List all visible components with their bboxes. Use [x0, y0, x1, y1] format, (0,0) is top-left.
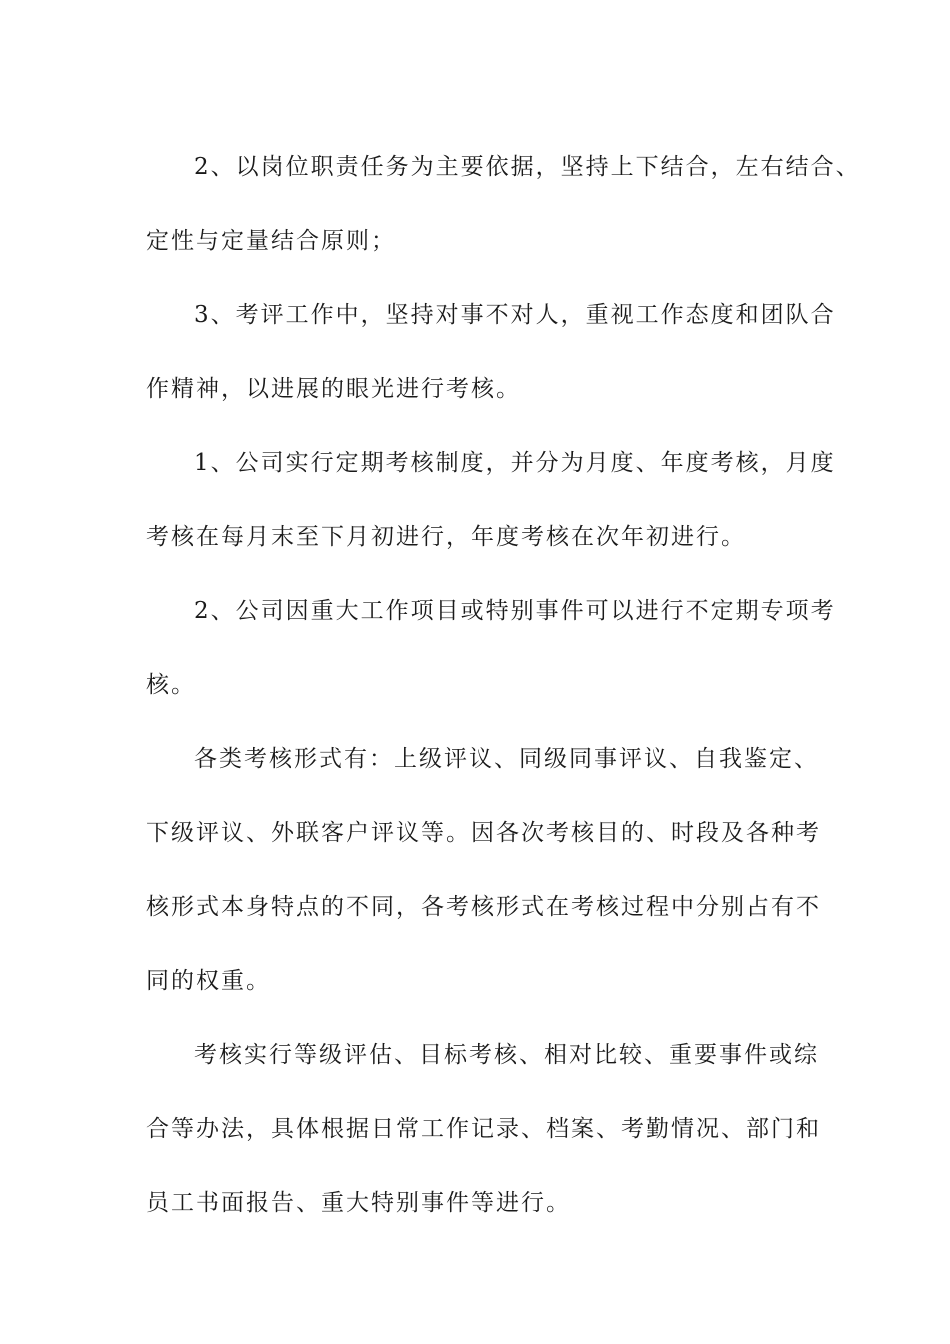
paragraph-assessment-forms: [146, 722, 826, 1018]
text-line: 2、以岗位职责任务为主要依据，坚持上下结合，左右结合、: [194, 154, 861, 180]
text-line: 3、考评工作中，坚持对事不对人，重视工作态度和团队合: [194, 302, 836, 328]
text-line: 各类考核形式有：上级评议、同级同事评议、自我鉴定、: [194, 746, 819, 772]
text-line: 员工书面报告、重大特别事件等进行。: [146, 1190, 571, 1216]
text-line: 核。: [146, 672, 196, 698]
text-line: 下级评议、外联客户评议等。因各次考核目的、时段及各种考: [146, 820, 821, 846]
text-line: 作精神，以进展的眼光进行考核。: [146, 376, 521, 402]
paragraph-principle-2: [146, 130, 861, 278]
paragraph-periodic-assessment: [146, 426, 836, 574]
text-line: 定性与定量结合原则；: [146, 228, 396, 254]
text-line: 核形式本身特点的不同，各考核形式在考核过程中分别占有不: [146, 894, 821, 920]
document-body: [146, 130, 861, 1240]
text-line: 考核实行等级评估、目标考核、相对比较、重要事件或综: [194, 1042, 819, 1068]
paragraph-principle-3: [146, 278, 836, 426]
text-line: 合等办法，具体根据日常工作记录、档案、考勤情况、部门和: [146, 1116, 821, 1142]
text-line: 同的权重。: [146, 968, 271, 994]
text-line: 1、公司实行定期考核制度，并分为月度、年度考核，月度: [194, 450, 836, 476]
text-line: 2、公司因重大工作项目或特别事件可以进行不定期专项考: [194, 598, 836, 624]
paragraph-assessment-methods: [146, 1018, 826, 1240]
paragraph-special-assessment: [146, 574, 836, 722]
text-line: 考核在每月末至下月初进行，年度考核在次年初进行。: [146, 524, 746, 550]
